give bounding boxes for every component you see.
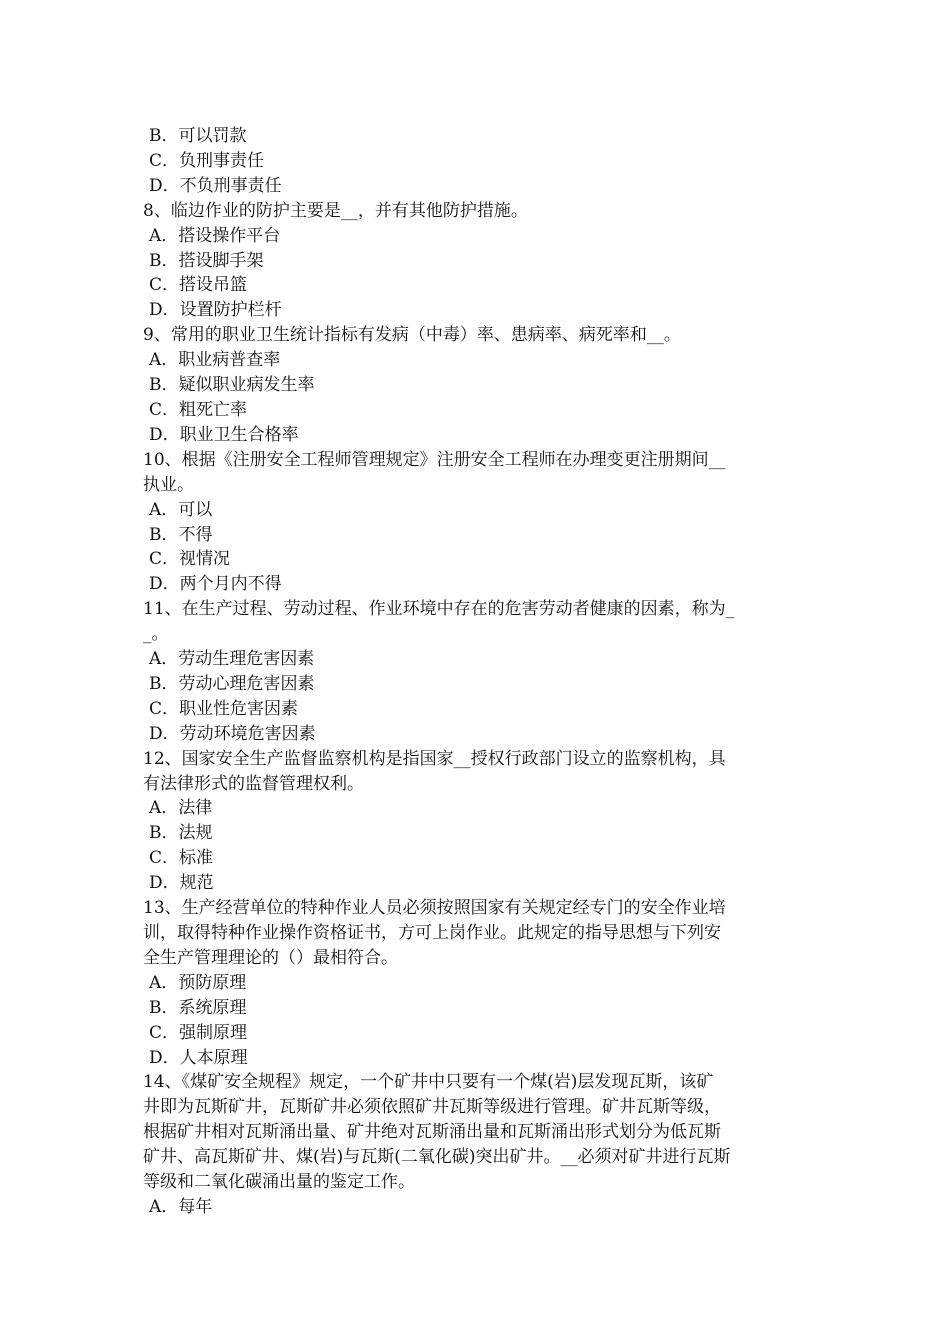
- answer-option: A．可以: [149, 499, 213, 520]
- question-text-line: 执业。: [143, 474, 194, 495]
- question-text-line: 14、《煤矿安全规程》规定，一个矿井中只要有一个煤(岩)层发现瓦斯，该矿: [143, 1072, 714, 1093]
- answer-option: B．可以罚款: [149, 126, 247, 146]
- question-text-line: 有法律形式的监督管理权利。: [143, 773, 364, 794]
- answer-option: D．不负刑事责任: [149, 175, 282, 196]
- answer-option: C．标准: [149, 848, 214, 869]
- question-text-line: 全生产管理理论的（）最相符合。: [143, 947, 398, 968]
- answer-option: B．法规: [149, 823, 213, 844]
- question-text-line: 11、在生产过程、劳动过程、作业环境中存在的危害劳动者健康的因素，称为_: [143, 599, 735, 620]
- question-text-line: _。: [143, 624, 169, 645]
- question-text-line: 13、生产经营单位的特种作业人员必须按照国家有关规定经专门的安全作业培: [143, 898, 726, 919]
- answer-option: D．劳动环境危害因素: [149, 723, 316, 744]
- answer-option: A．预防原理: [149, 972, 247, 993]
- question-text-line: 根据矿井相对瓦斯涌出量、矿井绝对瓦斯涌出量和瓦斯涌出形式划分为低瓦斯: [143, 1122, 721, 1143]
- question-text-line: 井即为瓦斯矿井，瓦斯矿井必须依照矿井瓦斯等级进行管理。矿井瓦斯等级，: [143, 1097, 721, 1118]
- answer-option: C．视情况: [149, 549, 231, 570]
- exam-question-list: [143, 124, 815, 1220]
- answer-option: A．搭设操作平台: [149, 225, 281, 246]
- question-text-line: 10、根据《注册安全工程师管理规定》注册安全工程师在办理变更注册期间__: [143, 449, 726, 470]
- answer-option: C．强制原理: [149, 1022, 248, 1043]
- question-text-line: 9、常用的职业卫生统计指标有发病（中毒）率、患病率、病死率和__。: [143, 325, 681, 346]
- answer-option: D．设置防护栏杆: [149, 300, 282, 321]
- answer-option: B．系统原理: [149, 997, 247, 1018]
- answer-option: D．职业卫生合格率: [149, 424, 299, 445]
- answer-option: D．两个月内不得: [149, 574, 282, 595]
- answer-option: B．劳动心理危害因素: [149, 673, 315, 694]
- answer-option: A．法律: [149, 798, 213, 819]
- answer-option: C．搭设吊篮: [149, 275, 248, 296]
- answer-option: C．负刑事责任: [149, 150, 265, 171]
- question-text-line: 12、国家安全生产监督监察机构是指国家__授权行政部门设立的监察机构，具: [143, 748, 726, 769]
- answer-option: A．劳动生理危害因素: [149, 649, 315, 670]
- answer-option: A．每年: [149, 1196, 213, 1217]
- answer-option: B．疑似职业病发生率: [149, 375, 315, 396]
- question-text-line: 等级和二氧化碳涌出量的鉴定工作。: [143, 1172, 415, 1193]
- answer-option: D．规范: [149, 873, 214, 894]
- question-text-line: 8、临边作业的防护主要是__，并有其他防护措施。: [143, 200, 528, 221]
- question-text-line: 矿井、高瓦斯矿井、煤(岩)与瓦斯(二氧化碳)突出矿井。__必须对矿井进行瓦斯: [143, 1147, 731, 1168]
- answer-option: A．职业病普查率: [149, 350, 281, 371]
- answer-option: D．人本原理: [149, 1047, 248, 1068]
- question-text-line: 训，取得特种作业操作资格证书，方可上岗作业。此规定的指导思想与下列安: [143, 923, 721, 943]
- answer-option: C．职业性危害因素: [149, 698, 299, 719]
- answer-option: B．搭设脚手架: [149, 250, 264, 271]
- answer-option: B．不得: [149, 524, 213, 545]
- answer-option: C．粗死亡率: [149, 399, 248, 420]
